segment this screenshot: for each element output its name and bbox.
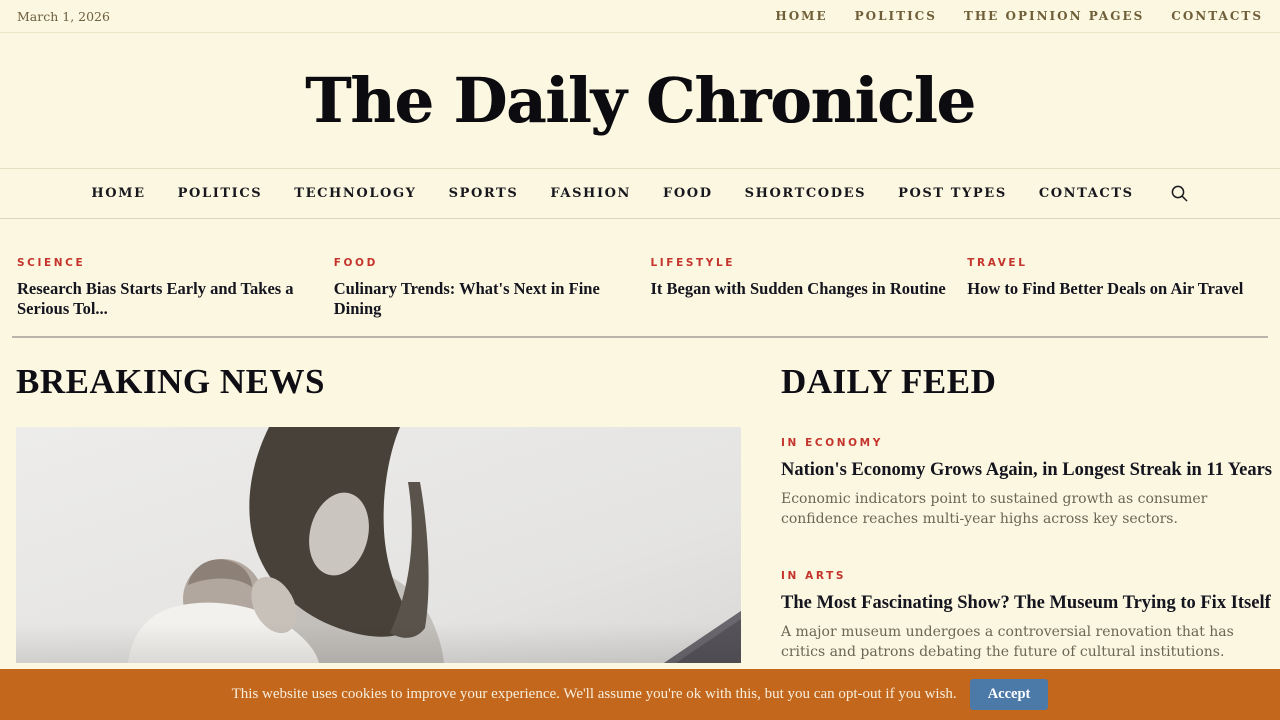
nav-item-contacts[interactable]: CONTACTS [1038, 186, 1134, 201]
teaser-card [334, 251, 630, 336]
daily-feed-section [781, 338, 1272, 663]
teaser-category-science[interactable]: SCIENCE [17, 257, 86, 269]
feed-item-arts [781, 564, 1272, 662]
feed-item-economy [781, 431, 1272, 529]
breaking-news-section [16, 338, 741, 663]
daily-feed-heading: DAILY FEED [781, 362, 997, 401]
masthead [0, 33, 1280, 168]
feed-excerpt-arts: A major museum undergoes a controversial renovation that has critics and patrons debating the future of cultural institutions. [781, 624, 1234, 661]
topbar-link-contacts[interactable]: CONTACTS [1171, 9, 1263, 23]
feed-excerpt-economy: Economic indicators point to sustained growth as consumer confidence reaches multi-year highs across key sectors. [781, 491, 1208, 528]
site-logo[interactable]: The Daily Chronicle [305, 64, 975, 137]
topbar-link-home[interactable]: HOME [775, 9, 828, 23]
teaser-category-food[interactable]: FOOD [333, 257, 378, 269]
secondary-nav [775, 9, 1263, 23]
main-content [0, 338, 1280, 663]
teaser-title-science[interactable]: Research Bias Starts Early and Takes a Serious Tol... [17, 279, 294, 319]
feed-title-arts[interactable]: The Most Fascinating Show? The Museum Trying to Fix Itself [781, 593, 1271, 614]
nav-item-sports[interactable]: SPORTS [448, 186, 519, 201]
teaser-category-travel[interactable]: TRAVEL [967, 257, 1028, 269]
top-bar [0, 0, 1280, 33]
feed-title-economy[interactable]: Nation's Economy Grows Again, in Longest Streak in 11 Years [781, 460, 1272, 480]
breaking-news-photo[interactable] [16, 427, 741, 663]
nav-item-shortcodes[interactable]: SHORTCODES [744, 186, 867, 201]
nav-item-food[interactable]: FOOD [663, 186, 713, 201]
teaser-title-food[interactable]: Culinary Trends: What's Next in Fine Dining [333, 279, 600, 319]
nav-item-post-types[interactable]: POST TYPES [898, 186, 1007, 201]
teaser-title-lifestyle[interactable]: It Began with Sudden Changes in Routine [650, 279, 946, 298]
teaser-card [17, 251, 313, 336]
cookie-message: This website uses cookies to improve your experience. We'll assume you're ok with this, but you can opt-out if you wish. [231, 686, 957, 702]
top-stories-row [0, 219, 1280, 336]
search-icon[interactable] [1170, 184, 1189, 203]
nav-item-fashion[interactable]: FASHION [550, 186, 632, 201]
feed-kicker-arts[interactable]: IN ARTS [781, 570, 847, 583]
nav-item-home[interactable]: HOME [91, 186, 146, 201]
nav-item-politics[interactable]: POLITICS [177, 186, 263, 201]
breaking-news-heading: BREAKING NEWS [16, 362, 325, 401]
topbar-link-politics[interactable]: POLITICS [854, 9, 937, 23]
main-nav [0, 168, 1280, 219]
teaser-card [967, 251, 1263, 336]
current-date: March 1, 2026 [17, 8, 110, 24]
nav-item-technology[interactable]: TECHNOLOGY [294, 186, 417, 201]
cookie-consent-bar [0, 669, 1280, 720]
teaser-card [651, 251, 947, 336]
feed-kicker-economy[interactable]: IN ECONOMY [781, 437, 883, 449]
cookie-accept-button[interactable]: Accept [970, 679, 1049, 710]
teaser-category-lifestyle[interactable]: LIFESTYLE [650, 257, 736, 269]
teaser-title-travel[interactable]: How to Find Better Deals on Air Travel [967, 279, 1244, 298]
topbar-link-opinion-pages[interactable]: THE OPINION PAGES [963, 9, 1145, 23]
